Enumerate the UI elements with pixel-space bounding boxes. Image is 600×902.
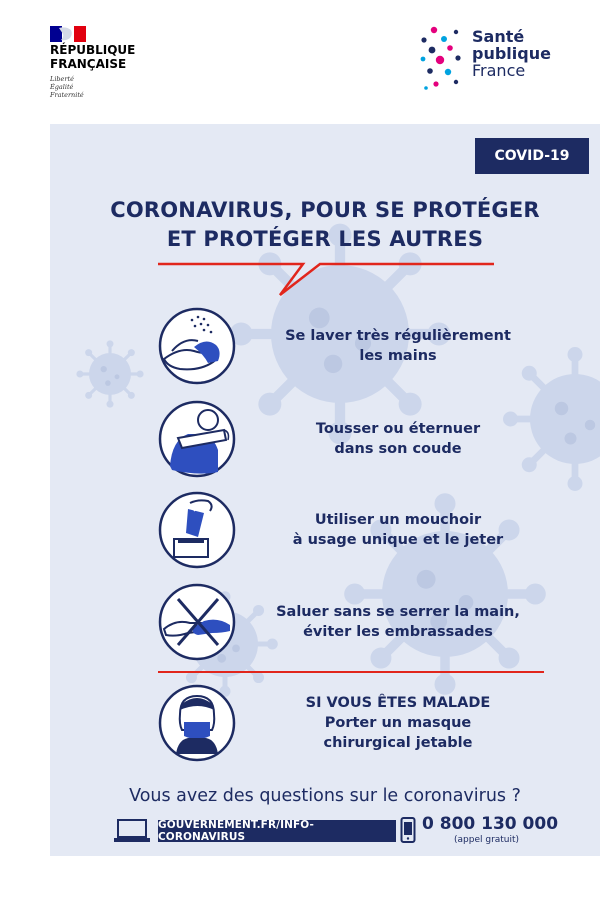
gesture-line1: Tousser ou éternuer	[315, 421, 481, 437]
sick-section	[158, 684, 600, 766]
gesture-no-handshake	[158, 583, 600, 665]
gesture-text	[248, 400, 548, 478]
gesture-text	[248, 583, 548, 661]
title-line2: ET PROTÉGER LES AUTRES	[166, 227, 484, 251]
spf-line3: France	[472, 61, 526, 80]
main-title	[50, 196, 600, 254]
sick-line2: chirurgical jetable	[323, 735, 473, 751]
gesture-line2: éviter les embrassades	[303, 624, 493, 640]
gesture-line1: Utiliser un mouchoir	[314, 512, 482, 528]
phone-note: (appel gratuit)	[454, 835, 520, 845]
rf-line2: FRANÇAISE	[50, 57, 127, 71]
hand-washing-icon	[158, 307, 236, 385]
sick-text	[248, 684, 548, 762]
motto-egalite: Égalité	[50, 83, 74, 91]
gesture-line2: à usage unique et le jeter	[292, 532, 504, 548]
gesture-tissue	[158, 491, 600, 573]
gesture-elbow-cough	[158, 400, 600, 482]
mask-icon	[158, 684, 236, 762]
laptop-icon	[114, 818, 150, 844]
sick-heading: SI VOUS ÊTES MALADE	[305, 695, 491, 711]
covid-badge: COVID-19	[475, 138, 589, 174]
motto-fraternite: Fraternité	[50, 91, 84, 99]
gesture-line2: dans son coude	[334, 441, 462, 457]
sante-publique-france-logo	[420, 26, 570, 96]
gesture-hand-washing	[158, 307, 600, 389]
gesture-line1: Se laver très régulièrement	[285, 328, 511, 344]
title-line1: CORONAVIRUS, POUR SE PROTÉGER	[110, 198, 540, 222]
spf-line2: publique	[472, 44, 551, 63]
gesture-line1: Saluer sans se serrer la main,	[276, 604, 520, 620]
info-url-link[interactable]: GOUVERNEMENT.FR/INFO-CORONAVIRUS	[158, 820, 396, 842]
poster	[50, 124, 600, 856]
dots-network-icon	[420, 26, 470, 92]
gesture-line2: les mains	[359, 348, 437, 364]
red-separator	[158, 671, 544, 673]
rf-motto	[50, 75, 130, 99]
header	[0, 0, 600, 120]
motto-liberte: Liberté	[50, 75, 74, 83]
spf-line1: Santé	[472, 27, 525, 46]
rf-title	[50, 43, 170, 71]
speech-underline-icon	[150, 261, 500, 301]
elbow-cough-icon	[158, 400, 236, 478]
phone-icon	[400, 817, 416, 843]
no-handshake-icon	[158, 583, 236, 661]
spf-wordmark	[472, 28, 551, 79]
tissue-icon	[158, 491, 236, 569]
gesture-text	[248, 491, 548, 569]
footer-question: Vous avez des questions sur le coronavirus ?	[129, 786, 521, 806]
gesture-text	[248, 307, 548, 385]
rf-line1: RÉPUBLIQUE	[50, 43, 136, 57]
marianne-flag-icon	[50, 26, 86, 42]
phone-number[interactable]: 0 800 130 000	[422, 814, 559, 834]
sick-line1: Porter un masque	[324, 715, 472, 731]
